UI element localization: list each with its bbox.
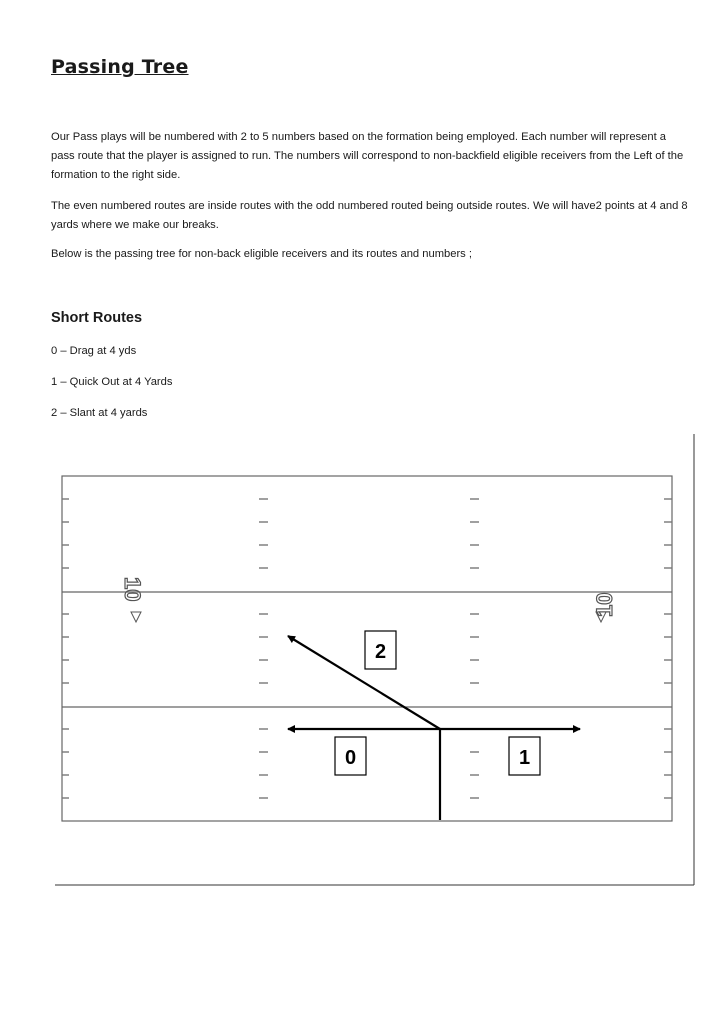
route-item-2: 2 – Slant at 4 yards [51, 407, 148, 419]
route-label-0 [335, 737, 366, 775]
svg-text:10: 10 [120, 577, 145, 602]
route-types-paragraph: The even numbered routes are inside routes with the odd numbered routed being outside routes. We will have2 points at 4 and 8 yards where we make our breaks. [51, 200, 688, 231]
svg-text:2: 2 [374, 641, 387, 663]
route-2-slant [288, 636, 440, 729]
yard-number-left [120, 577, 145, 601]
direction-arrow-left [131, 612, 141, 622]
tree-intro-paragraph: Below is the passing tree for non-back eligible receivers and its routes and numbers ; [51, 248, 472, 260]
intro-paragraph: Our Pass plays will be numbered with 2 to 5 numbers based on the formation being employed. Each number will represent a pass route that the player is assigned to run. The numbers will correspond to non-backfield eligible receivers from the Left of the formation to the right side. [51, 131, 684, 181]
svg-text:0: 0 [344, 747, 357, 769]
route-label-1 [509, 737, 540, 775]
yard-number-right [592, 593, 617, 617]
section-heading-short-routes: Short Routes [51, 310, 143, 326]
svg-text:1: 1 [518, 747, 531, 769]
svg-text:10: 10 [592, 592, 617, 617]
route-item-1: 1 – Quick Out at 4 Yards [51, 376, 173, 388]
page-title: Passing Tree [51, 56, 189, 78]
route-label-2 [365, 631, 396, 669]
route-item-0: 0 – Drag at 4 yds [51, 345, 137, 357]
